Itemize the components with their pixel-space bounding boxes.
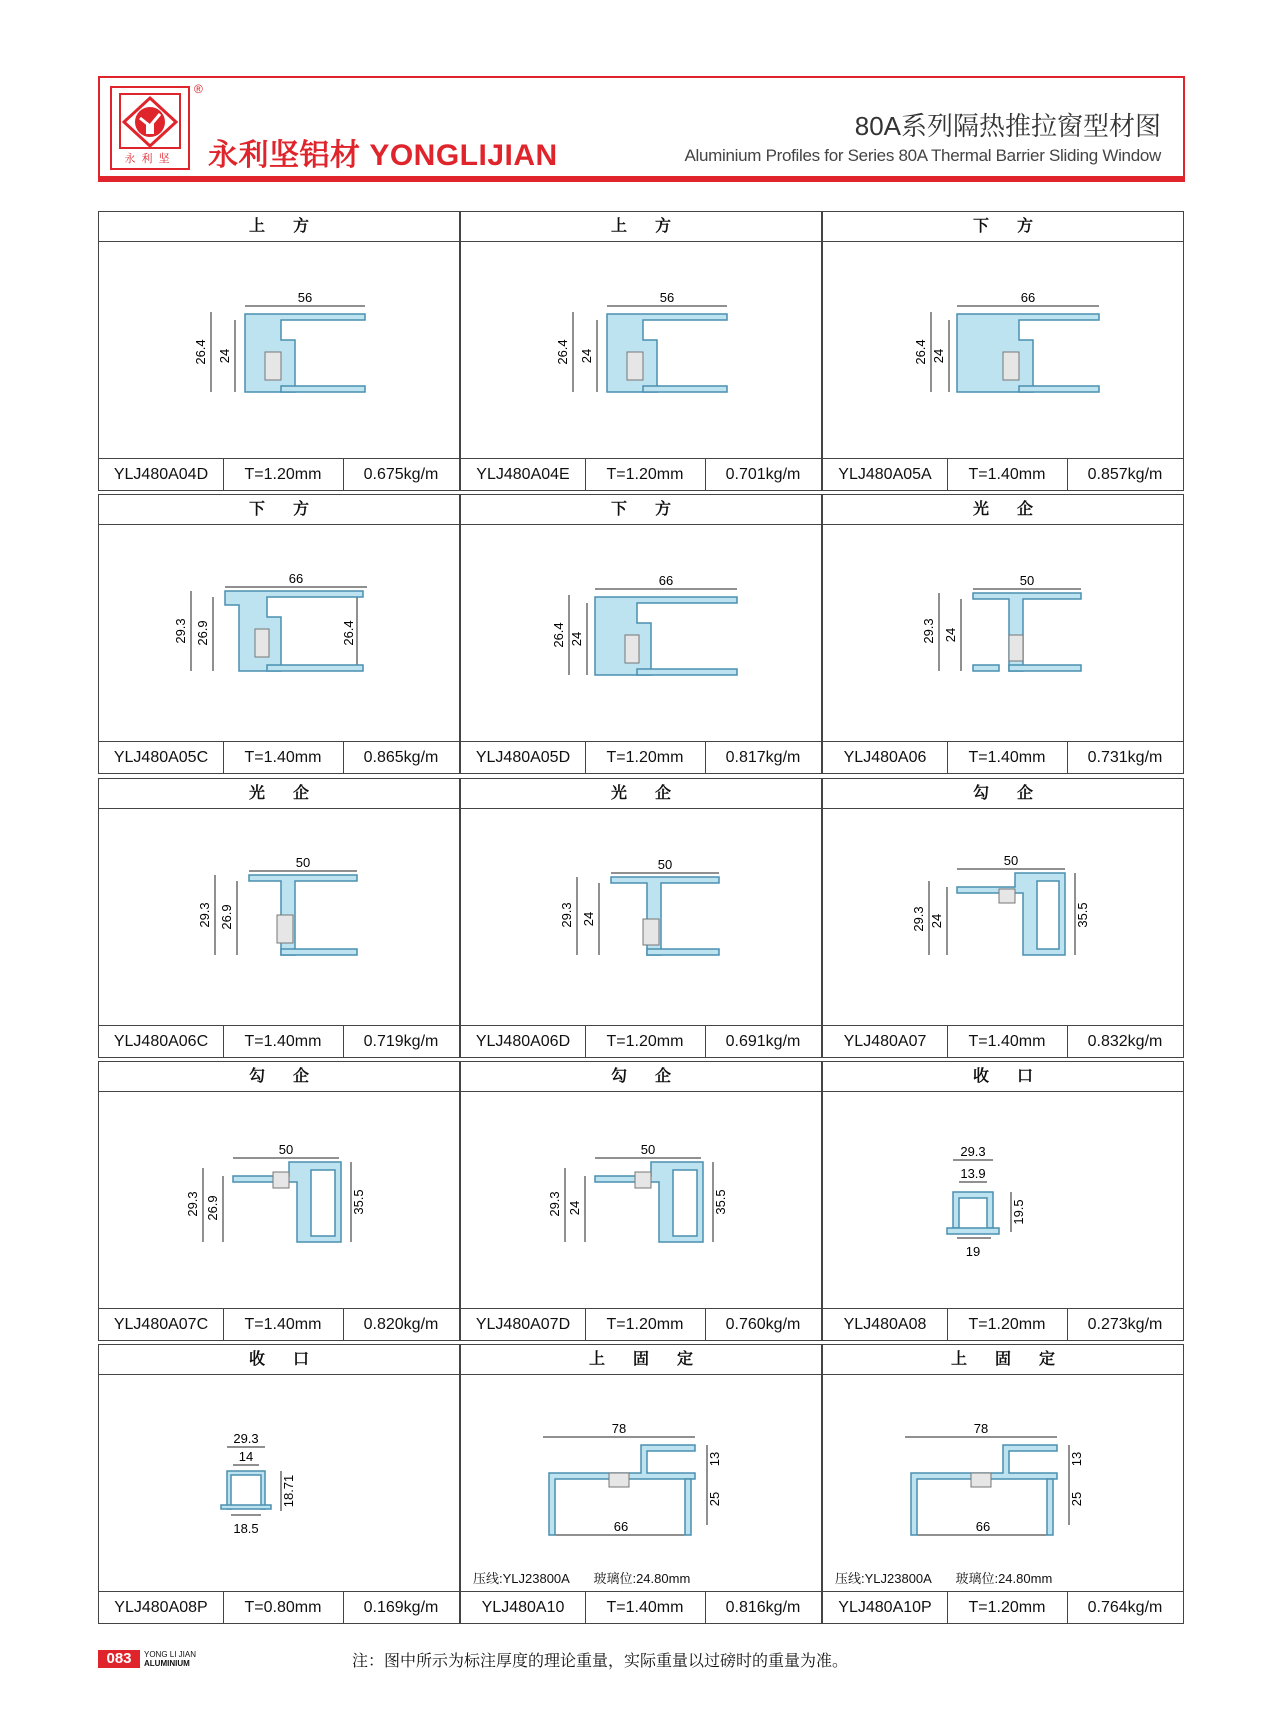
- profile-title: 下方: [461, 495, 821, 525]
- profile-weight: 0.731kg/m: [1087, 749, 1163, 766]
- thermal-strip: [265, 352, 281, 380]
- dim-label: 24: [569, 631, 584, 647]
- dim-label: 25: [1069, 1491, 1084, 1507]
- profile-thickness: T=1.20mm: [947, 1592, 1068, 1623]
- profile-spec-row: [461, 1025, 821, 1057]
- thermal-strip: [609, 1473, 629, 1487]
- profile-thickness: T=1.20mm: [585, 1309, 706, 1340]
- profile-spec-row: [823, 1025, 1183, 1057]
- profile-spec-row: [99, 1591, 459, 1623]
- profile-title: 下方: [823, 212, 1183, 242]
- thermal-strip: [999, 889, 1015, 903]
- dim-label: 29.3: [173, 618, 188, 644]
- profile-spec-row: [823, 1591, 1183, 1623]
- profile-code: YLJ480A07C: [99, 1309, 224, 1340]
- aluminium-profile: [973, 593, 1081, 671]
- dim-label: 66: [658, 573, 674, 588]
- profile-title: 勾企: [461, 1062, 821, 1092]
- aluminium-profile: [245, 314, 365, 392]
- brand-name: 永利坚铝材 YONGLIJIAN: [208, 139, 558, 172]
- profile-drawing: [461, 809, 821, 1027]
- footnote: 注：图中所示为标注厚度的理论重量，实际重量以过磅时的重量为准。: [352, 1653, 849, 1670]
- logo-subtitle: 永利坚: [124, 153, 176, 165]
- glass-note: 玻璃位:24.80mm: [593, 1571, 691, 1586]
- profile-drawing: [823, 525, 1183, 743]
- profile-code: YLJ480A04D: [99, 459, 224, 490]
- thermal-strip: [627, 352, 643, 380]
- profile-title: 下方: [99, 495, 459, 525]
- profile-spec-row: [99, 1025, 459, 1057]
- registered-mark: ®: [194, 82, 203, 96]
- profile-spec-row: [461, 458, 821, 490]
- dim-label: 13: [707, 1451, 722, 1467]
- profile-row: [98, 494, 1185, 774]
- thermal-strip: [643, 919, 659, 945]
- profile-spec-row: [823, 741, 1183, 773]
- dim-label: 29.3: [185, 1191, 200, 1217]
- dim-label: 29.3: [547, 1191, 562, 1217]
- dim-label: 13: [1069, 1451, 1084, 1467]
- profile-spec-row: [461, 1308, 821, 1340]
- thermal-strip: [255, 629, 269, 657]
- profile-drawing: [461, 1375, 821, 1593]
- dim-label: 24: [931, 348, 946, 364]
- profile-thickness: T=1.40mm: [585, 1592, 706, 1623]
- profile-thickness: T=1.40mm: [947, 742, 1068, 773]
- profile-title: 勾企: [99, 1062, 459, 1092]
- dim-label: 24: [581, 911, 596, 927]
- thermal-strip: [635, 1172, 651, 1188]
- profile-thickness: T=1.20mm: [585, 459, 706, 490]
- thermal-strip: [1003, 352, 1019, 380]
- profile-spec-row: [99, 458, 459, 490]
- dim-label: 29.3: [911, 906, 926, 932]
- dim-label: 50: [1003, 853, 1019, 868]
- dim-label: 78: [611, 1421, 627, 1436]
- dim-label: 29.3: [921, 618, 936, 644]
- profile-weight: 0.865kg/m: [363, 749, 439, 766]
- dim-label: 13.9: [960, 1166, 986, 1181]
- profile-row: [98, 778, 1185, 1058]
- profile-note: [835, 1568, 1072, 1587]
- page-title: 80A系列隔热推拉窗型材图: [854, 111, 1161, 141]
- bead-note: 压线:YLJ23800A: [473, 1571, 570, 1586]
- page-number: 083: [98, 1650, 140, 1668]
- dim-label: 26.4: [913, 339, 928, 365]
- profile-drawing: [461, 525, 821, 743]
- dim-label: 25: [707, 1491, 722, 1507]
- profile-weight: 0.675kg/m: [363, 466, 439, 483]
- profile-code: YLJ480A05C: [99, 742, 224, 773]
- profile-code: YLJ480A10: [461, 1592, 586, 1623]
- profile-spec-row: [823, 458, 1183, 490]
- dim-label: 50: [295, 855, 311, 870]
- profile-spec-row: [461, 741, 821, 773]
- dim-label: 50: [1019, 573, 1035, 588]
- dim-label: 29.3: [559, 902, 574, 928]
- page-subtitle: Aluminium Profiles for Series 80A Thermal Barrier Sliding Window: [684, 146, 1161, 165]
- profile-card: [460, 211, 822, 491]
- glass-note: 玻璃位:24.80mm: [955, 1571, 1053, 1586]
- profile-card: [98, 494, 460, 774]
- profile-thickness: T=1.40mm: [223, 742, 344, 773]
- profile-weight: 0.817kg/m: [725, 749, 801, 766]
- profile-code: YLJ480A06: [823, 742, 948, 773]
- profile-card: [98, 1061, 460, 1341]
- profile-card: [98, 778, 460, 1058]
- profile-title: 勾企: [823, 779, 1183, 809]
- profile-spec-row: [99, 1308, 459, 1340]
- dim-label: 19.5: [1011, 1199, 1026, 1225]
- profile-card: [460, 494, 822, 774]
- profile-code: YLJ480A10P: [823, 1592, 948, 1623]
- profile-card: [822, 778, 1184, 1058]
- profile-code: YLJ480A04E: [461, 459, 586, 490]
- profile-drawing: [823, 1092, 1183, 1310]
- aluminium-profile: [611, 877, 719, 955]
- dim-label: 78: [973, 1421, 989, 1436]
- profile-thickness: T=1.20mm: [223, 459, 344, 490]
- profile-card: [98, 211, 460, 491]
- profile-weight: 0.832kg/m: [1087, 1033, 1163, 1050]
- aluminium-profile: [957, 314, 1099, 392]
- dim-label: 24: [929, 913, 944, 929]
- profile-drawing: [99, 809, 459, 1027]
- profile-thickness: T=1.40mm: [223, 1309, 344, 1340]
- dim-label: 18.71: [281, 1474, 296, 1508]
- dim-label: 14: [238, 1449, 254, 1464]
- dim-label: 56: [297, 290, 313, 305]
- profile-row: [98, 211, 1185, 491]
- profile-weight: 0.857kg/m: [1087, 466, 1163, 483]
- profile-code: YLJ480A06D: [461, 1026, 586, 1057]
- profile-weight: 0.701kg/m: [725, 466, 801, 483]
- header-accent-bar: [98, 176, 1185, 182]
- aluminium-profile: [249, 875, 357, 955]
- profile-row: [98, 1061, 1185, 1341]
- dim-label: 24: [217, 348, 232, 364]
- dim-label: 26.4: [551, 622, 566, 648]
- profile-card: [460, 1344, 822, 1624]
- profile-thickness: T=1.20mm: [585, 1026, 706, 1057]
- profile-title: 上固定: [461, 1345, 821, 1375]
- dim-label: 35.5: [1075, 902, 1090, 928]
- profile-drawing: [99, 525, 459, 743]
- profile-code: YLJ480A08: [823, 1309, 948, 1340]
- profile-weight: 0.764kg/m: [1087, 1599, 1163, 1616]
- dim-label: 50: [640, 1142, 656, 1157]
- thermal-strip: [277, 915, 293, 943]
- profile-weight: 0.816kg/m: [725, 1599, 801, 1616]
- profile-code: YLJ480A07D: [461, 1309, 586, 1340]
- profile-card: [98, 1344, 460, 1624]
- page-brand-sub: ALUMINIUM: [144, 1659, 190, 1668]
- profile-title: 光企: [99, 779, 459, 809]
- profile-drawing: [461, 1092, 821, 1310]
- profile-code: YLJ480A06C: [99, 1026, 224, 1057]
- profile-title: 上固定: [823, 1345, 1183, 1375]
- profile-thickness: T=1.20mm: [585, 742, 706, 773]
- dim-label: 66: [613, 1519, 629, 1534]
- dim-label: 26.9: [195, 620, 210, 646]
- dim-label: 26.4: [555, 339, 570, 365]
- profile-note: [473, 1568, 710, 1587]
- profile-drawing: [823, 809, 1183, 1027]
- profile-code: YLJ480A08P: [99, 1592, 224, 1623]
- profile-spec-row: [99, 741, 459, 773]
- profile-title: 上方: [461, 212, 821, 242]
- dim-label: 35.5: [351, 1189, 366, 1215]
- dim-label: 29.3: [233, 1431, 259, 1446]
- page-brand: YONG LI JIAN: [144, 1650, 197, 1659]
- profile-drawing: [823, 242, 1183, 460]
- profile-weight: 0.760kg/m: [725, 1316, 801, 1333]
- profile-card: [460, 1061, 822, 1341]
- profile-title: 光企: [461, 779, 821, 809]
- profile-title: 收口: [823, 1062, 1183, 1092]
- profile-thickness: T=0.80mm: [223, 1592, 344, 1623]
- dim-label: 50: [278, 1142, 294, 1157]
- profile-card: [822, 1344, 1184, 1624]
- dim-label: 26.9: [219, 904, 234, 930]
- profile-weight: 0.691kg/m: [725, 1033, 801, 1050]
- dim-label: 24: [567, 1200, 582, 1216]
- profile-weight: 0.169kg/m: [363, 1599, 439, 1616]
- dim-label: 29.3: [960, 1144, 986, 1159]
- profile-row: [98, 1344, 1185, 1624]
- bead-note: 压线:YLJ23800A: [835, 1571, 932, 1586]
- page-header: [98, 76, 1185, 180]
- dim-label: 56: [659, 290, 675, 305]
- profile-weight: 0.820kg/m: [363, 1316, 439, 1333]
- profile-thickness: T=1.20mm: [947, 1309, 1068, 1340]
- thermal-strip: [625, 635, 639, 663]
- dim-label: 19: [965, 1244, 981, 1259]
- aluminium-profile: [607, 314, 727, 392]
- profile-drawing: [823, 1375, 1183, 1593]
- brand-logo: [110, 86, 190, 170]
- profile-title: 光企: [823, 495, 1183, 525]
- dim-label: 29.3: [197, 902, 212, 928]
- profile-title: 上方: [99, 212, 459, 242]
- dim-label: 66: [975, 1519, 991, 1534]
- profile-thickness: T=1.40mm: [947, 459, 1068, 490]
- profile-weight: 0.719kg/m: [363, 1033, 439, 1050]
- profile-card: [822, 494, 1184, 774]
- dim-label: 18.5: [233, 1521, 259, 1536]
- profile-spec-row: [823, 1308, 1183, 1340]
- profile-thickness: T=1.40mm: [947, 1026, 1068, 1057]
- profile-card: [822, 1061, 1184, 1341]
- aluminium-profile: [953, 1192, 993, 1228]
- profile-card: [460, 778, 822, 1058]
- thermal-strip: [273, 1172, 289, 1188]
- profile-drawing: [461, 242, 821, 460]
- dim-label: 66: [1020, 290, 1036, 305]
- dim-label: 26.4: [341, 620, 356, 646]
- dim-label: 66: [288, 571, 304, 586]
- dim-label: 24: [943, 627, 958, 643]
- profile-code: YLJ480A05D: [461, 742, 586, 773]
- aluminium-profile: [595, 597, 737, 675]
- profile-drawing: [99, 1375, 459, 1593]
- logo-emblem-icon: [118, 92, 182, 150]
- dim-label: 26.4: [193, 339, 208, 365]
- thermal-strip: [971, 1473, 991, 1487]
- profile-code: YLJ480A05A: [823, 459, 948, 490]
- profile-weight: 0.273kg/m: [1087, 1316, 1163, 1333]
- profile-thickness: T=1.40mm: [223, 1026, 344, 1057]
- profile-card: [822, 211, 1184, 491]
- profile-drawing: [99, 1092, 459, 1310]
- thermal-strip: [1009, 635, 1023, 661]
- aluminium-profile: [227, 1471, 265, 1509]
- profile-spec-row: [461, 1591, 821, 1623]
- profile-title: 收口: [99, 1345, 459, 1375]
- dim-label: 26.9: [205, 1195, 220, 1221]
- profile-code: YLJ480A07: [823, 1026, 948, 1057]
- dim-label: 35.5: [713, 1189, 728, 1215]
- dim-label: 24: [579, 348, 594, 364]
- profile-drawing: [99, 242, 459, 460]
- dim-label: 50: [657, 857, 673, 872]
